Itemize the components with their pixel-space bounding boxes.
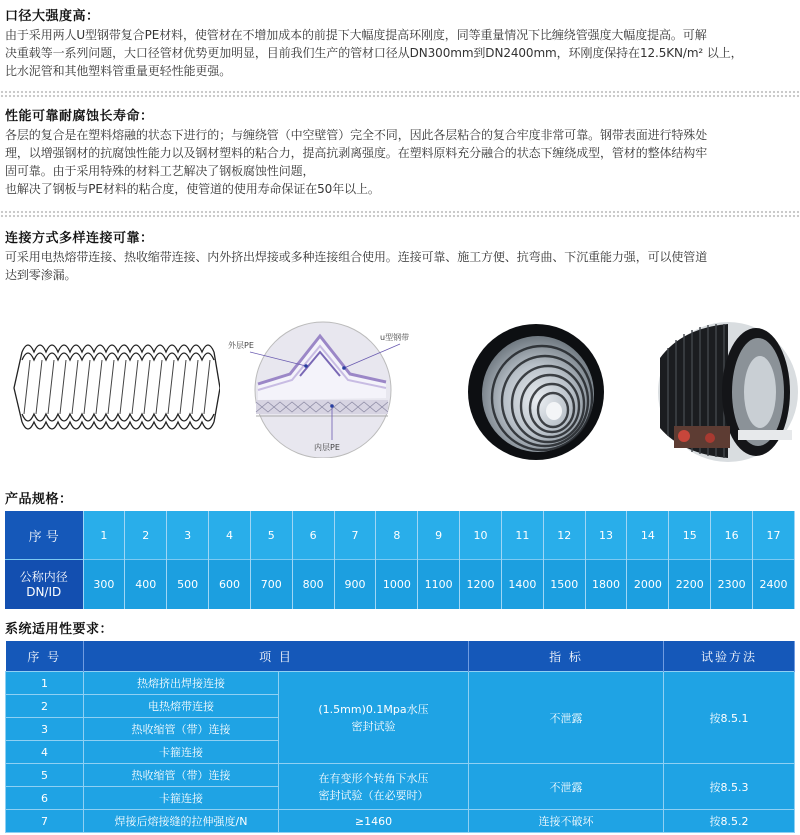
section-line: 比水泥管和其他塑料管重量更轻性能更强。 bbox=[5, 64, 232, 78]
req-condition-group1 bbox=[279, 672, 469, 764]
section-line: 可采用电热熔带连接、热收缩带连接、内外挤出焊接或多种连接组合使用。连接可靠、施工方便、抗弯曲、下沉重能力强，可以使管道 bbox=[5, 250, 708, 264]
label-outer-pe: 外层PE bbox=[228, 341, 254, 350]
spec-cell: 16 bbox=[711, 511, 753, 560]
req-no: 4 bbox=[6, 741, 84, 764]
spec-row-number bbox=[5, 511, 795, 560]
spec-head-diameter bbox=[5, 560, 83, 610]
req-header-method: 试验方法 bbox=[664, 641, 795, 672]
req-header-index: 指 标 bbox=[469, 641, 664, 672]
section-durability bbox=[5, 108, 795, 198]
section-line: 也解决了钢板与PE材料的粘合度，使管道的使用寿命保证在50年以上。 bbox=[5, 182, 380, 196]
req-item: 焊接后熔接缝的拉伸强度/N bbox=[84, 810, 279, 833]
req-row bbox=[6, 672, 795, 695]
spec-cell: 2300 bbox=[711, 560, 753, 610]
section-line: 固可靠。由于采用特殊的材料工艺解决了钢板腐蚀性问题， bbox=[5, 164, 315, 178]
req-item: 卡箍连接 bbox=[84, 787, 279, 810]
req-method-group1: 按8.5.1 bbox=[664, 672, 795, 764]
spec-cell: 1400 bbox=[501, 560, 543, 610]
section-line: 各层的复合是在塑料熔融的状态下进行的；与缠绕管（中空壁管）完全不同，因此各层粘合的复合牢度非常可靠。钢带表面进行特殊处 bbox=[5, 128, 708, 142]
spec-cell: 5 bbox=[250, 511, 292, 560]
req-row bbox=[6, 764, 795, 787]
section-connection bbox=[5, 230, 795, 284]
req-item: 电热熔带连接 bbox=[84, 695, 279, 718]
section-heading: 连接方式多样连接可靠： bbox=[5, 231, 154, 246]
spec-cell: 2 bbox=[125, 511, 167, 560]
req-row bbox=[6, 810, 795, 833]
req-index-group2: 不泄露 bbox=[469, 764, 664, 810]
req-index-r7: 连接不破坏 bbox=[469, 810, 664, 833]
spec-cell: 1200 bbox=[460, 560, 502, 610]
spec-cell: 800 bbox=[292, 560, 334, 610]
req-no: 2 bbox=[6, 695, 84, 718]
req-header-item: 项 目 bbox=[84, 641, 469, 672]
spec-cell: 1 bbox=[83, 511, 125, 560]
spec-cell: 14 bbox=[627, 511, 669, 560]
label-inner-pe: 内层PE bbox=[314, 443, 340, 452]
pipe-exterior-photo bbox=[652, 318, 800, 466]
req-table bbox=[5, 641, 795, 833]
dotted-divider bbox=[0, 210, 800, 218]
spec-row-diameter bbox=[5, 560, 795, 610]
req-title: 系统适用性要求： bbox=[5, 622, 114, 637]
section-large-diameter bbox=[5, 8, 795, 80]
req-no: 6 bbox=[6, 787, 84, 810]
req-condition-line: 密封试验 bbox=[351, 719, 396, 733]
label-steel-belt: u型钢带 bbox=[380, 333, 410, 342]
spec-cell: 2200 bbox=[669, 560, 711, 610]
spec-cell: 300 bbox=[83, 560, 125, 610]
spec-cell: 13 bbox=[585, 511, 627, 560]
spec-cell: 1800 bbox=[585, 560, 627, 610]
spec-cell: 500 bbox=[167, 560, 209, 610]
spec-cell: 8 bbox=[376, 511, 418, 560]
spec-cell: 17 bbox=[753, 511, 795, 560]
spec-cell: 12 bbox=[543, 511, 585, 560]
spec-cell: 9 bbox=[418, 511, 460, 560]
dotted-divider bbox=[0, 90, 800, 98]
req-method-group2: 按8.5.3 bbox=[664, 764, 795, 810]
req-header-row bbox=[6, 641, 795, 672]
req-item: 热收缩管（带）连接 bbox=[84, 718, 279, 741]
spec-head-number: 序 号 bbox=[5, 511, 83, 560]
spec-cell: 11 bbox=[501, 511, 543, 560]
spec-cell: 2000 bbox=[627, 560, 669, 610]
spec-title: 产品规格： bbox=[5, 492, 73, 507]
spec-cell: 1000 bbox=[376, 560, 418, 610]
spec-cell: 7 bbox=[334, 511, 376, 560]
pipe-interior-photo bbox=[446, 318, 624, 464]
req-no: 7 bbox=[6, 810, 84, 833]
req-condition-r7: ≥1460 bbox=[279, 810, 469, 833]
pipe-line-drawing bbox=[10, 330, 220, 450]
req-index-group1: 不泄露 bbox=[469, 672, 664, 764]
req-item: 热收缩管（带）连接 bbox=[84, 764, 279, 787]
spec-cell: 10 bbox=[460, 511, 502, 560]
spec-cell: 1100 bbox=[418, 560, 460, 610]
section-line: 由于采用两人U型钢带复合PE材料，使管材在不增加成本的前提下大幅度提高环刚度，同等重量情况下比缠绕管强度大幅度提高。可解 bbox=[5, 28, 707, 42]
section-heading: 口径大强度高： bbox=[5, 9, 100, 24]
section-line: 达到零渗漏。 bbox=[5, 268, 77, 282]
spec-cell: 600 bbox=[209, 560, 251, 610]
spec-cell: 6 bbox=[292, 511, 334, 560]
req-item: 热熔挤出焊接连接 bbox=[84, 672, 279, 695]
req-header-no: 序 号 bbox=[6, 641, 84, 672]
req-condition-line: 在有变形个转角下水压 bbox=[318, 771, 429, 785]
spec-cell: 700 bbox=[250, 560, 292, 610]
spec-head-diameter-line1: 公称内径 bbox=[19, 569, 68, 584]
spec-cell: 2400 bbox=[753, 560, 795, 610]
spec-cell: 3 bbox=[167, 511, 209, 560]
cross-section-diagram bbox=[228, 318, 418, 458]
req-condition-line: (1.5mm)0.1Mpa水压 bbox=[318, 702, 429, 716]
spec-cell: 900 bbox=[334, 560, 376, 610]
section-line: 决重载等一系列问题，大口径管材优势更加明显，目前我们生产的管材口径从DN300mm到DN2400mm，环刚度保持在12.5KN/m² 以上， bbox=[5, 46, 743, 60]
req-no: 1 bbox=[6, 672, 84, 695]
spec-head-diameter-line2: DN/ID bbox=[26, 584, 62, 599]
req-no: 5 bbox=[6, 764, 84, 787]
section-line: 理，以增强钢材的抗腐蚀性能力以及钢材塑料的粘合力，提高抗剥离强度。在塑料原料充分融合的状态下缠绕成型，管材的整体结构牢 bbox=[5, 146, 708, 160]
spec-cell: 15 bbox=[669, 511, 711, 560]
req-condition-line: 密封试验（在必要时） bbox=[318, 788, 429, 802]
spec-cell: 4 bbox=[209, 511, 251, 560]
spec-table bbox=[5, 511, 795, 609]
spec-cell: 1500 bbox=[543, 560, 585, 610]
req-condition-group2 bbox=[279, 764, 469, 810]
section-heading: 性能可靠耐腐蚀长寿命： bbox=[5, 109, 154, 124]
spec-cell: 400 bbox=[125, 560, 167, 610]
req-item: 卡箍连接 bbox=[84, 741, 279, 764]
req-method-r7: 按8.5.2 bbox=[664, 810, 795, 833]
req-no: 3 bbox=[6, 718, 84, 741]
